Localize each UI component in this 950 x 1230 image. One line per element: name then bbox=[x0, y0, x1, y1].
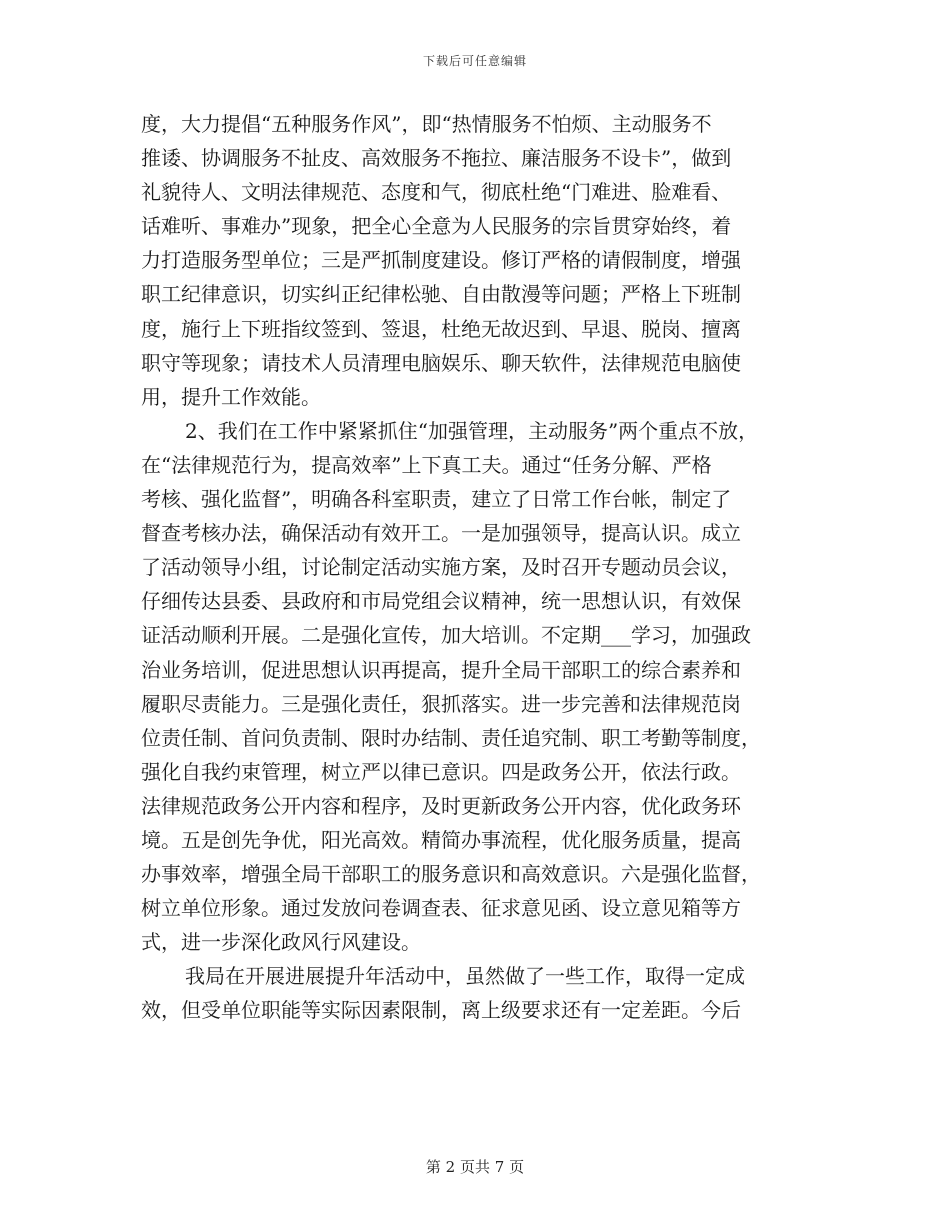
text-line: 履职尽责能力。三是强化责任，狠抓落实。进一步完善和法律规范岗 bbox=[141, 691, 741, 716]
text-line: 职守等现象；请技术人员清理电脑娱乐、聊天软件，法律规范电脑使 bbox=[141, 350, 741, 375]
document-body bbox=[141, 107, 813, 1028]
text-line: 仔细传达县委、县政府和市局党组会议精神，统一思想认识，有效保 bbox=[141, 589, 741, 614]
paragraph bbox=[141, 107, 813, 414]
text-line: 办事效率，增强全局干部职工的服务意识和高效意识。六是强化监督， bbox=[141, 862, 761, 887]
text-line: 力打造服务型单位；三是严抓制度建设。修订严格的请假制度，增强 bbox=[141, 248, 741, 273]
paragraph bbox=[141, 414, 813, 960]
text-line: 考核、强化监督”，明确各科室职责，建立了日常工作台帐，制定了 bbox=[141, 487, 732, 512]
text-line: 证活动顺利开展。二是强化宣传，加大培训。不定期___学习，加强政 bbox=[141, 623, 751, 648]
text-line: 强化自我约束管理，树立严以律已意识。四是政务公开，依法行政。 bbox=[141, 759, 741, 784]
text-line: 礼貌待人、文明法律规范、态度和气，彻底杜绝“门难进、脸难看、 bbox=[141, 180, 732, 205]
text-line: 推诿、协调服务不扯皮、高效服务不拖拉、廉洁服务不设卡”，做到 bbox=[141, 146, 732, 171]
text-line: 督查考核办法，确保活动有效开工。一是加强领导，提高认识。成立 bbox=[141, 521, 741, 546]
text-line: 治业务培训，促进思想认识再提高，提升全局干部职工的综合素养和 bbox=[141, 657, 741, 682]
text-line: 话难听、事难办”现象，把全心全意为人民服务的宗旨贯穿始终，着 bbox=[141, 214, 732, 239]
text-line: 效，但受单位职能等实际因素限制，离上级要求还有一定差距。今后 bbox=[141, 998, 741, 1023]
text-line: 式，进一步深化政风行风建设。 bbox=[141, 930, 421, 955]
page-header: 下载后可任意编辑 bbox=[422, 54, 527, 68]
text-line: 了活动领导小组，讨论制定活动实施方案，及时召开专题动员会议， bbox=[141, 555, 741, 580]
text-line: 度，大力提倡“五种服务作风”，即“热情服务不怕烦、主动服务不 bbox=[141, 112, 712, 136]
page-number: 第 2 页共 7 页 bbox=[425, 1158, 525, 1176]
text-line: 位责任制、首问负责制、限时办结制、责任追究制、职工考勤等制度， bbox=[141, 725, 761, 750]
text-line: 我局在开展进展提升年活动中，虽然做了一些工作，取得一定成 bbox=[185, 964, 745, 989]
text-line: 境。五是创先争优，阳光高效。精简办事流程，优化服务质量，提高 bbox=[141, 827, 741, 852]
text-line: 度，施行上下班指纹签到、签退，杜绝无故迟到、早退、脱岗、擅离 bbox=[141, 316, 741, 341]
paragraph bbox=[141, 959, 813, 1027]
text-line: 法律规范政务公开内容和程序，及时更新政务公开内容，优化政务环 bbox=[141, 793, 741, 818]
text-line: 用，提升工作效能。 bbox=[141, 384, 321, 409]
text-line: 在“法律规范行为，提高效率”上下真工夫。通过“任务分解、严格 bbox=[141, 452, 712, 477]
text-line: 职工纪律意识，切实纠正纪律松驰、自由散漫等问题；严格上下班制 bbox=[141, 282, 741, 307]
text-line: 2、我们在工作中紧紧抓住“加强管理，主动服务”两个重点不放， bbox=[185, 418, 759, 443]
text-line: 树立单位形象。通过发放问卷调查表、征求意见函、设立意见箱等方 bbox=[141, 896, 741, 921]
